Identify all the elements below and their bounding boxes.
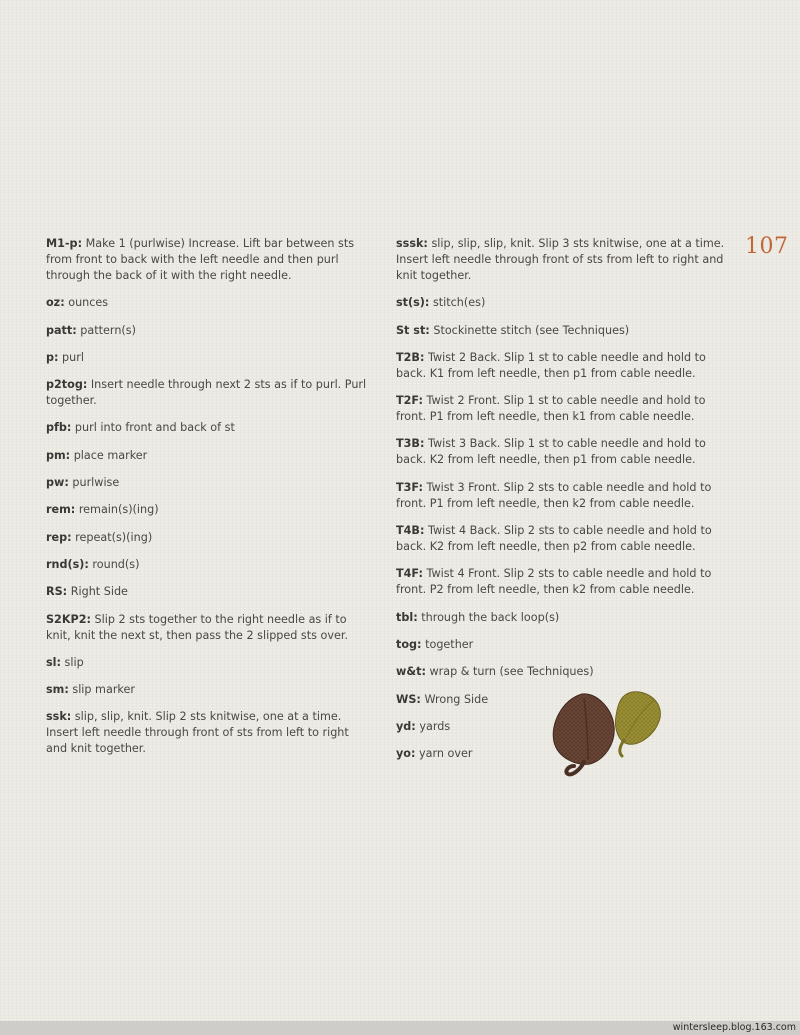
abbreviation-entry: [396, 566, 734, 598]
knitted-leaves-icon: [548, 686, 668, 788]
abbreviation-definition: Insert needle through next 2 sts as if to purl. Purl together.: [46, 378, 367, 408]
abbreviation-term: T3B:: [396, 437, 425, 451]
abbreviation-definition: Make 1 (purlwise) Increase. Lift bar between sts from front to back with the left needle and then purl through the back of it with the right needle.: [46, 237, 355, 282]
abbreviation-term: T2B:: [396, 350, 425, 364]
abbreviation-term: pw:: [46, 476, 69, 490]
abbreviation-term: tbl:: [396, 610, 418, 624]
abbreviation-definition: remain(s)(ing): [78, 503, 159, 517]
abbreviation-term: tog:: [396, 637, 422, 651]
abbreviation-entry: [396, 480, 734, 512]
abbreviation-definition: wrap & turn (see Techniques): [429, 665, 594, 679]
abbreviation-entry: [396, 523, 734, 555]
abbreviation-term: T4F:: [396, 567, 423, 581]
abbreviation-definition: Twist 3 Back. Slip 1 st to cable needle and hold to back. K2 from left needle, then p1 from cable needle.: [396, 437, 706, 467]
abbreviations-column-left: [46, 236, 372, 769]
abbreviation-entry: [396, 350, 734, 382]
abbreviation-term: rem:: [46, 503, 76, 517]
abbreviation-entry: [46, 709, 372, 757]
abbreviation-term: RS:: [46, 585, 68, 599]
abbreviation-entry: [396, 295, 734, 311]
watermark: wintersleep.blog.163.com: [672, 1022, 796, 1033]
abbreviation-entry: [46, 448, 372, 464]
abbreviation-definition: Twist 2 Back. Slip 1 st to cable needle and hold to back. K1 from left needle, then p1 from cable needle.: [396, 350, 706, 380]
abbreviation-definition: Twist 4 Front. Slip 2 sts to cable needle and hold to front. P2 from left needle, then k2 from cable needle.: [396, 567, 712, 597]
knitted-leaves-illustration: [548, 686, 668, 788]
abbreviation-entry: [396, 664, 734, 680]
abbreviation-entry: [46, 377, 372, 409]
abbreviation-definition: yards: [419, 719, 451, 733]
abbreviation-term: M1-p:: [46, 237, 83, 250]
abbreviation-definition: slip: [64, 655, 84, 669]
abbreviation-definition: slip marker: [72, 683, 135, 697]
abbreviation-definition: purlwise: [72, 476, 120, 490]
abbreviation-entry: [46, 655, 372, 671]
abbreviation-definition: yarn over: [419, 747, 473, 761]
brown-leaf: [553, 694, 614, 764]
abbreviation-term: S2KP2:: [46, 612, 91, 626]
abbreviation-definition: Wrong Side: [424, 692, 489, 706]
abbreviation-entry: [396, 436, 734, 468]
abbreviation-term: rnd(s):: [46, 557, 89, 571]
abbreviation-term: p:: [46, 350, 59, 364]
abbreviation-definition: Slip 2 sts together to the right needle as if to knit, knit the next st, then pass the 2 slipped sts over.: [46, 612, 349, 642]
abbreviation-term: WS:: [396, 692, 421, 706]
abbreviation-definition: stitch(es): [432, 296, 486, 310]
abbreviation-term: T3F:: [396, 480, 423, 494]
abbreviation-term: ssk:: [46, 710, 72, 724]
abbreviation-definition: slip, slip, slip, knit. Slip 3 sts knitwise, one at a time. Insert left needle through front of sts from left to right and knit together.: [396, 237, 725, 282]
brown-leaf-stem: [566, 762, 584, 774]
abbreviation-term: sm:: [46, 683, 69, 697]
abbreviation-term: St st:: [396, 323, 430, 337]
abbreviation-term: pm:: [46, 448, 71, 462]
abbreviation-entry: [46, 612, 372, 644]
abbreviation-definition: Right Side: [70, 585, 128, 599]
abbreviation-term: w&t:: [396, 665, 426, 679]
olive-leaf-stem: [620, 740, 624, 756]
abbreviation-entry: [396, 393, 734, 425]
abbreviation-term: p2tog:: [46, 378, 88, 392]
abbreviation-entry: [46, 420, 372, 436]
abbreviation-definition: through the back loop(s): [421, 610, 560, 624]
abbreviation-definition: together: [425, 637, 474, 651]
abbreviation-entry: [396, 637, 734, 653]
abbreviation-term: st(s):: [396, 296, 430, 310]
abbreviation-entry: [396, 323, 734, 339]
abbreviation-entry: [46, 295, 372, 311]
abbreviation-term: yo:: [396, 747, 416, 761]
abbreviation-definition: Twist 2 Front. Slip 1 st to cable needle and hold to front. P1 from left needle, then k1 from cable needle.: [396, 394, 706, 424]
abbreviation-definition: purl: [62, 350, 84, 364]
abbreviation-entry: [46, 530, 372, 546]
abbreviation-entry: [46, 584, 372, 600]
abbreviation-definition: slip, slip, knit. Slip 2 sts knitwise, one at a time. Insert left needle through front of sts from left to right and knit together.: [46, 710, 349, 756]
abbreviation-term: pfb:: [46, 421, 72, 435]
abbreviation-definition: ounces: [68, 296, 109, 310]
abbreviation-entry: [46, 557, 372, 573]
abbreviation-entry: [46, 323, 372, 339]
abbreviation-definition: Twist 3 Front. Slip 2 sts to cable needle and hold to front. P1 from left needle, then k2 from cable needle.: [396, 480, 712, 510]
abbreviation-term: oz:: [46, 296, 65, 310]
abbreviation-term: rep:: [46, 530, 72, 544]
abbreviation-definition: pattern(s): [80, 323, 136, 337]
abbreviation-definition: purl into front and back of st: [74, 421, 235, 435]
abbreviation-term: yd:: [396, 719, 416, 733]
abbreviation-term: sl:: [46, 655, 61, 669]
abbreviation-term: sssk:: [396, 237, 428, 250]
abbreviation-definition: round(s): [92, 557, 140, 571]
abbreviation-entry: [396, 610, 734, 626]
abbreviation-entry: [46, 475, 372, 491]
abbreviation-term: T4B:: [396, 524, 425, 538]
abbreviation-term: patt:: [46, 323, 77, 337]
abbreviation-entry: [46, 502, 372, 518]
abbreviation-entry: [46, 682, 372, 698]
abbreviation-entry: [46, 236, 372, 284]
abbreviation-definition: Twist 4 Back. Slip 2 sts to cable needle and hold to back. K2 from left needle, then p2 from cable needle.: [396, 524, 712, 554]
abbreviation-definition: Stockinette stitch (see Techniques): [433, 323, 630, 337]
abbreviation-definition: place marker: [73, 448, 148, 462]
abbreviation-definition: repeat(s)(ing): [75, 530, 153, 544]
page-number: 107: [745, 234, 789, 259]
abbreviation-entry: [46, 350, 372, 366]
abbreviation-term: T2F:: [396, 394, 423, 408]
abbreviation-entry: [396, 236, 734, 284]
